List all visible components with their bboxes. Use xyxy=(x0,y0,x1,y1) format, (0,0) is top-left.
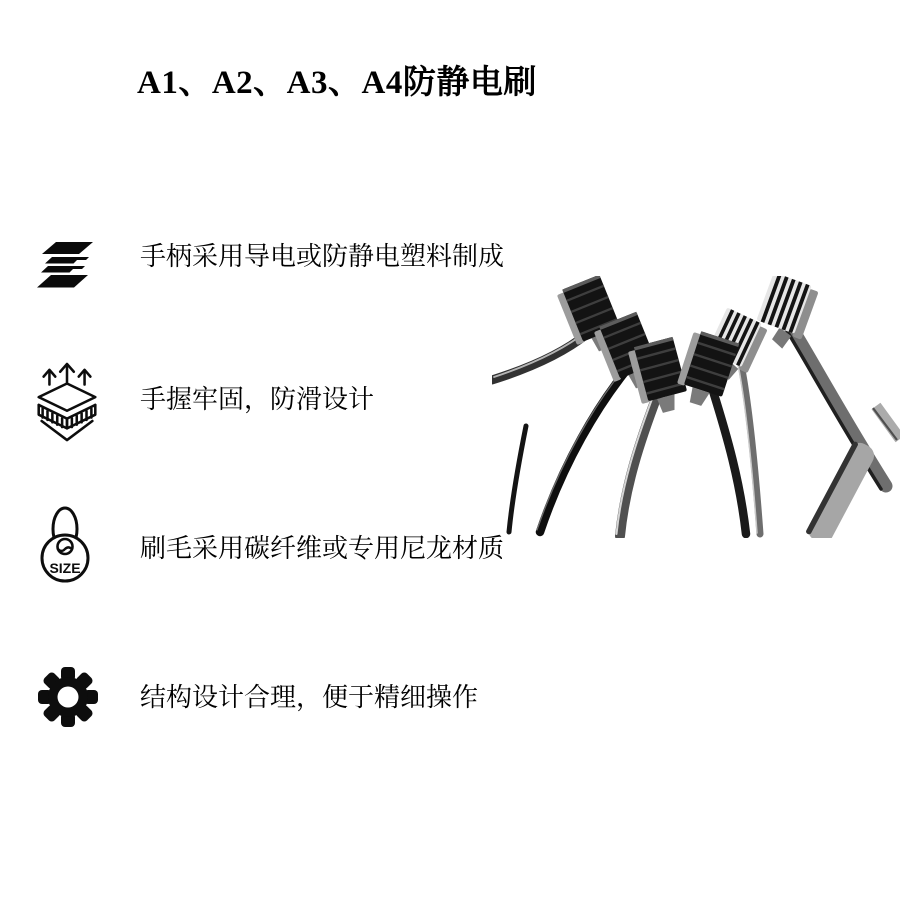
feature-text-structure: 结构设计合理，便于精细操作 xyxy=(140,682,479,712)
size-lock-icon xyxy=(40,505,90,585)
feature-text-bristles: 刷毛采用碳纤维或专用尼龙材质 xyxy=(140,533,505,563)
feature-text-grip: 手握牢固，防滑设计 xyxy=(140,384,375,414)
product-photo xyxy=(492,276,900,538)
page-title: A1、A2、A3、A4防静电刷 xyxy=(137,65,537,101)
gear-icon xyxy=(38,667,98,727)
feature-text-handle: 手柄采用导电或防静电塑料制成 xyxy=(140,241,505,271)
layers-icon xyxy=(37,242,93,288)
size-label: SIZE xyxy=(49,560,81,576)
cushion-package-icon xyxy=(33,362,101,442)
